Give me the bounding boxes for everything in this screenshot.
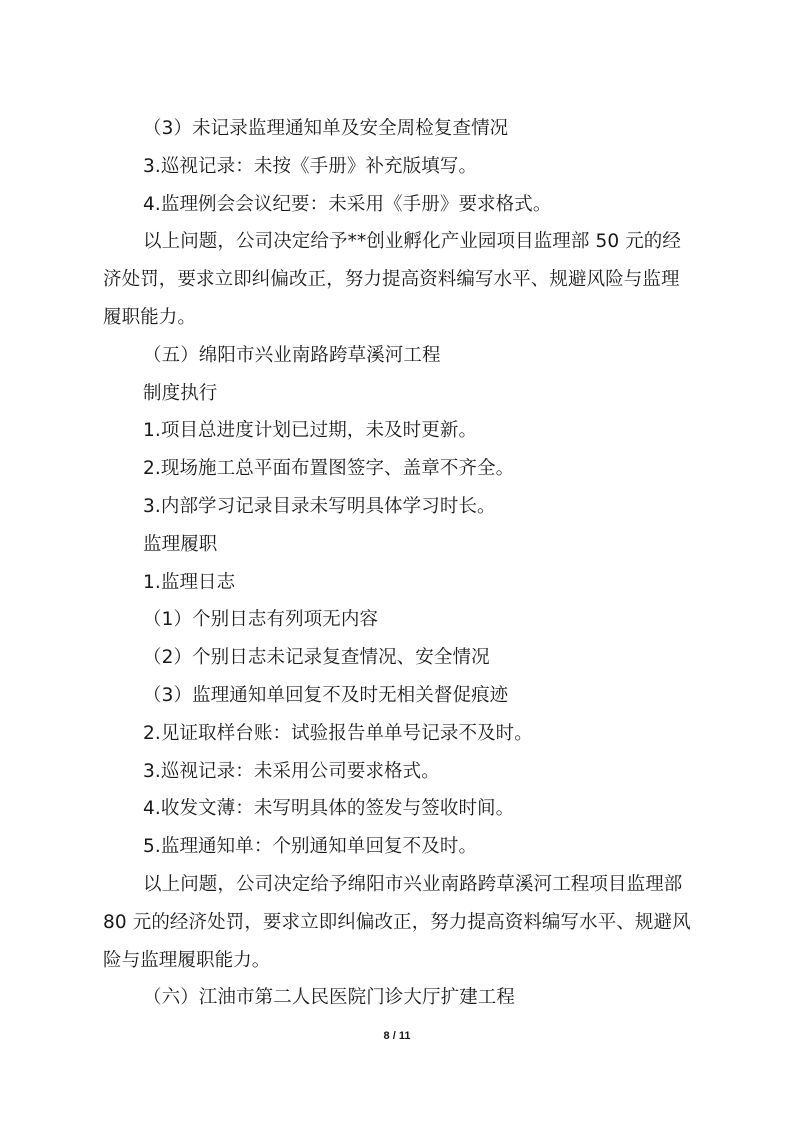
section-heading: （六）江油市第二人民医院门诊大厅扩建工程: [143, 987, 516, 1009]
text-line: 2.现场施工总平面布置图签字、盖章不齐全。: [143, 458, 515, 480]
subsection-heading: 制度执行: [143, 382, 218, 404]
text-line: 3.内部学习记录目录未写明具体学习时长。: [143, 495, 496, 517]
subsection-heading: 监理履职: [143, 533, 218, 555]
text-line: （2）个别日志未记录复查情况、安全情况: [143, 647, 490, 669]
section-heading: （五）绵阳市兴业南路跨草溪河工程: [143, 344, 441, 366]
paragraph-line: 履职能力。: [103, 306, 197, 328]
paragraph-line: 济处罚，要求立即纠偏改正，努力提高资料编写水平、规避风险与监理: [103, 269, 680, 291]
text-line: （1）个别日志有列项无内容: [143, 609, 379, 631]
document-body: [103, 118, 693, 1025]
text-line: 3.巡视记录：未采用公司要求格式。: [143, 760, 440, 782]
text-line: 3.巡视记录：未按《手册》补充版填写。: [143, 155, 478, 177]
text-line: （3）未记录监理通知单及安全周检复查情况: [143, 118, 509, 139]
page-number: 8 / 11: [383, 1030, 411, 1042]
paragraph-line: 以上问题，公司决定给予**创业孵化产业园项目监理部 50 元的经: [143, 231, 682, 253]
text-line: 4.监理例会会议纪要：未采用《手册》要求格式。: [143, 193, 552, 215]
text-line: 2.见证取样台账：试验报告单单号记录不及时。: [143, 722, 533, 744]
text-line: 1.项目总进度计划已过期，未及时更新。: [143, 420, 478, 442]
paragraph-line: 以上问题，公司决定给予绵阳市兴业南路跨草溪河工程项目监理部: [143, 873, 683, 895]
text-line: （3）监理通知单回复不及时无相关督促痕迹: [143, 684, 509, 706]
text-line: 5.监理通知单：个别通知单回复不及时。: [143, 836, 478, 858]
text-line: 4.收发文薄：未写明具体的签发与签收时间。: [143, 798, 515, 820]
paragraph-line: 险与监理履职能力。: [103, 949, 271, 971]
paragraph-line: 80 元的经济处罚，要求立即纠偏改正，努力提高资料编写水平、规避风: [103, 911, 691, 933]
text-line: 1.监理日志: [143, 571, 236, 593]
